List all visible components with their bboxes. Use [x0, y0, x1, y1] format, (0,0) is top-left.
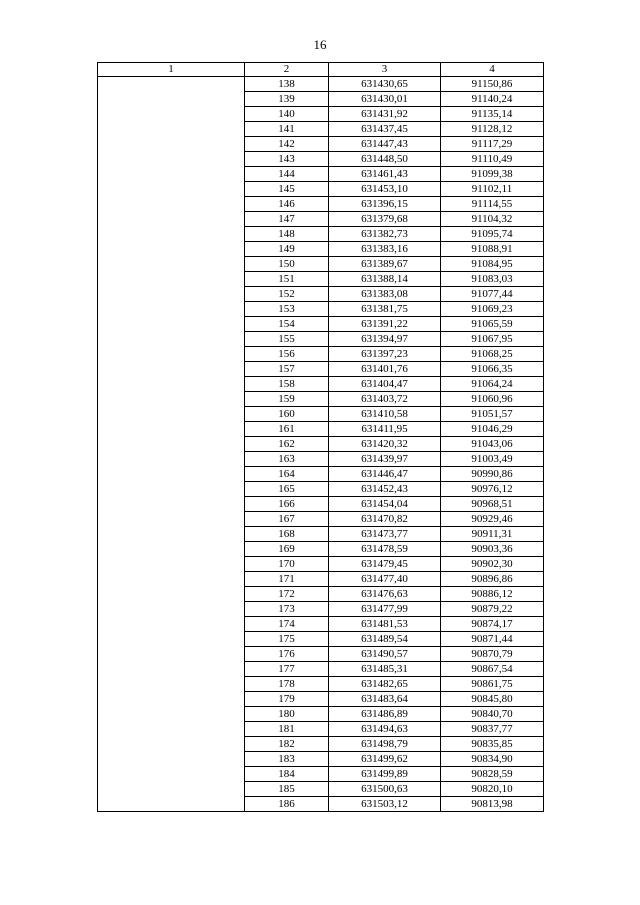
coordinate-x-cell: 631379,68: [329, 212, 441, 227]
page-number: 16: [313, 37, 327, 52]
coordinate-x-cell: 631430,01: [329, 92, 441, 107]
coordinate-x-cell: 631430,65: [329, 77, 441, 92]
coordinate-y-cell: 91128,12: [441, 122, 544, 137]
coordinate-y-cell: 91067,95: [441, 332, 544, 347]
point-number-cell: 172: [245, 587, 329, 602]
coordinate-x-cell: 631478,59: [329, 542, 441, 557]
point-number-cell: 153: [245, 302, 329, 317]
coordinate-y-cell: 90861,75: [441, 677, 544, 692]
coordinate-y-cell: 91114,55: [441, 197, 544, 212]
coordinate-x-cell: 631494,63: [329, 722, 441, 737]
point-number-cell: 139: [245, 92, 329, 107]
point-number-cell: 179: [245, 692, 329, 707]
coordinate-y-cell: 90929,46: [441, 512, 544, 527]
point-number-cell: 142: [245, 137, 329, 152]
point-number-cell: 171: [245, 572, 329, 587]
coordinate-y-cell: 91060,96: [441, 392, 544, 407]
coordinate-y-cell: 90879,22: [441, 602, 544, 617]
coordinate-y-cell: 91064,24: [441, 377, 544, 392]
coordinate-y-cell: 91135,14: [441, 107, 544, 122]
coordinate-y-cell: 91095,74: [441, 227, 544, 242]
coordinate-y-cell: 91046,29: [441, 422, 544, 437]
coordinate-x-cell: 631448,50: [329, 152, 441, 167]
point-number-cell: 147: [245, 212, 329, 227]
column-header-2: 2: [245, 63, 329, 77]
point-number-cell: 158: [245, 377, 329, 392]
point-number-cell: 144: [245, 167, 329, 182]
point-number-cell: 163: [245, 452, 329, 467]
coordinate-x-cell: 631453,10: [329, 182, 441, 197]
coordinate-x-cell: 631486,89: [329, 707, 441, 722]
coordinate-x-cell: 631411,95: [329, 422, 441, 437]
coordinate-x-cell: 631477,40: [329, 572, 441, 587]
point-number-cell: 166: [245, 497, 329, 512]
coordinate-x-cell: 631479,45: [329, 557, 441, 572]
coordinate-x-cell: 631382,73: [329, 227, 441, 242]
column-header-3: 3: [329, 63, 441, 77]
coordinate-y-cell: 91084,95: [441, 257, 544, 272]
coordinate-y-cell: 91066,35: [441, 362, 544, 377]
coordinate-y-cell: 91051,57: [441, 407, 544, 422]
coordinate-y-cell: 91043,06: [441, 437, 544, 452]
column-header-4: 4: [441, 63, 544, 77]
coordinate-x-cell: 631391,22: [329, 317, 441, 332]
point-number-cell: 148: [245, 227, 329, 242]
point-number-cell: 160: [245, 407, 329, 422]
coordinate-x-cell: 631394,97: [329, 332, 441, 347]
coordinate-x-cell: 631446,47: [329, 467, 441, 482]
coordinate-x-cell: 631396,15: [329, 197, 441, 212]
table-header-row: [98, 63, 544, 77]
coordinate-x-cell: 631388,14: [329, 272, 441, 287]
point-number-cell: 159: [245, 392, 329, 407]
coordinate-x-cell: 631461,43: [329, 167, 441, 182]
coordinate-x-cell: 631482,65: [329, 677, 441, 692]
coordinate-y-cell: 90820,10: [441, 782, 544, 797]
coordinate-y-cell: 91077,44: [441, 287, 544, 302]
coordinate-x-cell: 631452,43: [329, 482, 441, 497]
point-number-cell: 146: [245, 197, 329, 212]
coordinate-y-cell: 91117,29: [441, 137, 544, 152]
coordinate-y-cell: 91110,49: [441, 152, 544, 167]
point-number-cell: 173: [245, 602, 329, 617]
coordinate-x-cell: 631485,31: [329, 662, 441, 677]
point-number-cell: 182: [245, 737, 329, 752]
column-1-merged-cell: [98, 77, 245, 812]
coordinate-x-cell: 631383,16: [329, 242, 441, 257]
coordinate-y-cell: 90976,12: [441, 482, 544, 497]
point-number-cell: 138: [245, 77, 329, 92]
coordinate-y-cell: 90813,98: [441, 797, 544, 812]
coordinate-y-cell: 90845,80: [441, 692, 544, 707]
coordinate-y-cell: 91088,91: [441, 242, 544, 257]
coordinate-y-cell: 90871,44: [441, 632, 544, 647]
coordinate-x-cell: 631503,12: [329, 797, 441, 812]
point-number-cell: 154: [245, 317, 329, 332]
coordinate-y-cell: 90968,51: [441, 497, 544, 512]
coordinate-x-cell: 631499,62: [329, 752, 441, 767]
coordinate-y-cell: 90886,12: [441, 587, 544, 602]
coordinate-y-cell: 90903,36: [441, 542, 544, 557]
point-number-cell: 174: [245, 617, 329, 632]
coordinate-x-cell: 631403,72: [329, 392, 441, 407]
coordinate-y-cell: 91068,25: [441, 347, 544, 362]
coordinate-y-cell: 91069,23: [441, 302, 544, 317]
coordinate-x-cell: 631431,92: [329, 107, 441, 122]
point-number-cell: 175: [245, 632, 329, 647]
coordinate-y-cell: 91003,49: [441, 452, 544, 467]
point-number-cell: 150: [245, 257, 329, 272]
point-number-cell: 165: [245, 482, 329, 497]
coordinate-y-cell: 90835,85: [441, 737, 544, 752]
point-number-cell: 161: [245, 422, 329, 437]
coordinate-x-cell: 631477,99: [329, 602, 441, 617]
coordinate-y-cell: 91102,11: [441, 182, 544, 197]
coordinate-x-cell: 631401,76: [329, 362, 441, 377]
coordinate-y-cell: 91065,59: [441, 317, 544, 332]
point-number-cell: 183: [245, 752, 329, 767]
coordinate-x-cell: 631483,64: [329, 692, 441, 707]
coordinate-y-cell: 91104,32: [441, 212, 544, 227]
point-number-cell: 143: [245, 152, 329, 167]
point-number-cell: 167: [245, 512, 329, 527]
coordinate-y-cell: 90902,30: [441, 557, 544, 572]
coordinate-y-cell: 90990,86: [441, 467, 544, 482]
table-row: [98, 77, 544, 92]
coordinate-x-cell: 631381,75: [329, 302, 441, 317]
point-number-cell: 181: [245, 722, 329, 737]
point-number-cell: 162: [245, 437, 329, 452]
coordinate-x-cell: 631383,08: [329, 287, 441, 302]
coordinate-x-cell: 631454,04: [329, 497, 441, 512]
coordinate-y-cell: 90840,70: [441, 707, 544, 722]
coordinate-x-cell: 631410,58: [329, 407, 441, 422]
coordinate-x-cell: 631470,82: [329, 512, 441, 527]
point-number-cell: 157: [245, 362, 329, 377]
coordinate-x-cell: 631439,97: [329, 452, 441, 467]
coordinate-x-cell: 631420,32: [329, 437, 441, 452]
coordinate-x-cell: 631481,53: [329, 617, 441, 632]
point-number-cell: 186: [245, 797, 329, 812]
point-number-cell: 168: [245, 527, 329, 542]
point-number-cell: 155: [245, 332, 329, 347]
point-number-cell: 176: [245, 647, 329, 662]
point-number-cell: 177: [245, 662, 329, 677]
point-number-cell: 141: [245, 122, 329, 137]
point-number-cell: 149: [245, 242, 329, 257]
point-number-cell: 145: [245, 182, 329, 197]
coordinate-x-cell: 631500,63: [329, 782, 441, 797]
coordinate-y-cell: 90870,79: [441, 647, 544, 662]
coordinate-y-cell: 90911,31: [441, 527, 544, 542]
coordinate-x-cell: 631489,54: [329, 632, 441, 647]
coordinate-y-cell: 90834,90: [441, 752, 544, 767]
point-number-cell: 180: [245, 707, 329, 722]
point-number-cell: 151: [245, 272, 329, 287]
coordinate-y-cell: 90896,86: [441, 572, 544, 587]
point-number-cell: 140: [245, 107, 329, 122]
point-number-cell: 164: [245, 467, 329, 482]
column-header-1: 1: [98, 63, 245, 77]
coordinate-x-cell: 631498,79: [329, 737, 441, 752]
coordinate-x-cell: 631389,67: [329, 257, 441, 272]
coordinate-y-cell: 90837,77: [441, 722, 544, 737]
coordinate-y-cell: 91140,24: [441, 92, 544, 107]
coordinate-x-cell: 631447,43: [329, 137, 441, 152]
point-number-cell: 185: [245, 782, 329, 797]
coordinate-x-cell: 631476,63: [329, 587, 441, 602]
coordinate-y-cell: 91099,38: [441, 167, 544, 182]
coordinate-x-cell: 631490,57: [329, 647, 441, 662]
table-body: [98, 77, 544, 812]
coordinate-x-cell: 631499,89: [329, 767, 441, 782]
coordinates-table: [97, 62, 544, 812]
point-number-cell: 170: [245, 557, 329, 572]
coordinate-y-cell: 91150,86: [441, 77, 544, 92]
coordinate-y-cell: 91083,03: [441, 272, 544, 287]
coordinate-x-cell: 631437,45: [329, 122, 441, 137]
coordinate-x-cell: 631397,23: [329, 347, 441, 362]
coordinate-x-cell: 631473,77: [329, 527, 441, 542]
point-number-cell: 169: [245, 542, 329, 557]
point-number-cell: 178: [245, 677, 329, 692]
point-number-cell: 152: [245, 287, 329, 302]
coordinate-x-cell: 631404,47: [329, 377, 441, 392]
point-number-cell: 184: [245, 767, 329, 782]
point-number-cell: 156: [245, 347, 329, 362]
coordinate-y-cell: 90874,17: [441, 617, 544, 632]
coordinate-y-cell: 90867,54: [441, 662, 544, 677]
coordinate-y-cell: 90828,59: [441, 767, 544, 782]
